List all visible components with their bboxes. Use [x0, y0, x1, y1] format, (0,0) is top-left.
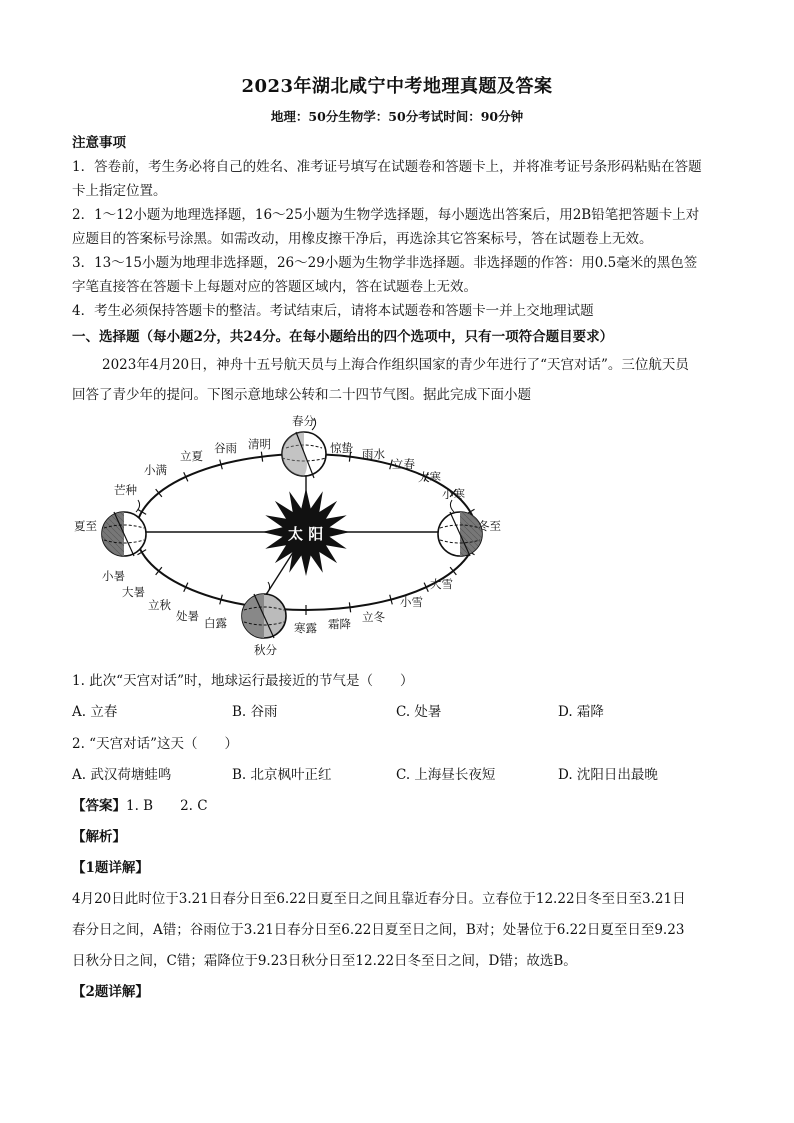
notice-line: 1．答卷前，考生务必将自己的姓名、准考证号填写在试题卷和答题卡上，并将准考证号条形码粘贴在答题 [72, 159, 702, 175]
q2-option-b: B. 北京枫叶正红 [232, 767, 332, 783]
notice-line: 4．考生必须保持答题卡的整洁。考试结束后，请将本试题卷和答题卡一并上交地理试题 [72, 303, 594, 319]
term-label: 冬至 [478, 519, 501, 533]
notice-line: 卡上指定位置。 [72, 183, 167, 199]
exam-info: 地理：50分生物学：50分考试时间：90分钟 [270, 109, 524, 124]
earth-xiazhi [102, 500, 146, 556]
term-label: 夏至 [74, 519, 97, 533]
term-label: 雨水 [362, 447, 385, 461]
q1-option-d: D. 霜降 [558, 704, 604, 720]
term-label: 谷雨 [214, 441, 237, 455]
term-label: 清明 [248, 437, 271, 451]
answer-row [72, 794, 208, 814]
q1-option-a: A. 立春 [72, 704, 118, 720]
term-label: 立冬 [362, 610, 385, 624]
question-2-stem: 2. “天宫对话”这天（ ） [72, 736, 238, 752]
term-label: 立春 [392, 457, 415, 471]
earth-qiufen [242, 582, 286, 638]
term-label: 大雪 [430, 577, 453, 591]
q1-option-b: B. 谷雨 [232, 704, 278, 720]
term-label: 寒露 [294, 621, 317, 635]
term-label: 立夏 [180, 449, 203, 463]
sun [262, 488, 350, 576]
intro-line: 回答了青少年的提问。下图示意地球公转和二十四节气图。据此完成下面小题 [72, 387, 531, 403]
term-label: 立秋 [148, 598, 171, 612]
term-label: 霜降 [328, 617, 351, 631]
term-label: 大暑 [122, 585, 145, 599]
analysis-label: 【解析】 [72, 829, 126, 845]
answer-text: 1. B 2. C [126, 798, 208, 814]
q2-option-d: D. 沈阳日出最晚 [558, 767, 658, 783]
q2-detail-label: 【2题详解】 [72, 984, 149, 1000]
question-1-stem: 1. 此次“天宫对话”时，地球运行最接近的节气是（ ） [72, 673, 414, 689]
notice-heading: 注意事项 [72, 135, 126, 151]
q1-detail-line: 4月20日此时位于3.21日春分日至6.22日夏至日之间且靠近春分日。立春位于12.22日冬至日至3.21日 [72, 891, 686, 907]
answer-label: 【答案】 [72, 798, 126, 814]
notice-line: 2．1～12小题为地理选择题，16～25小题为生物学选择题，每小题选出答案后，用2B铅笔把答题卡上对 [72, 207, 700, 223]
intro-line: 2023年4月20日，神舟十五号航天员与上海合作组织国家的青少年进行了“天宫对话”。三位航天员 [102, 357, 689, 373]
orbit-tick [349, 602, 350, 612]
term-label: 小暑 [102, 569, 125, 583]
term-label: 芒种 [114, 483, 137, 497]
q2-option-c: C. 上海昼长夜短 [396, 767, 496, 783]
section-heading: 一、选择题（每小题2分，共24分。在每小题给出的四个选项中，只有一项符合题目要求） [72, 329, 614, 345]
term-label: 小满 [144, 463, 167, 477]
q1-option-c: C. 处暑 [396, 704, 442, 720]
term-label: 春分 [292, 414, 315, 428]
page-title: 2023年湖北咸宁中考地理真题及答案 [241, 76, 553, 97]
q1-detail-line: 春分日之间，A错；谷雨位于3.21日春分日至6.22日夏至日之间，B对；处暑位于6.22日夏至日至9.23 [72, 922, 685, 938]
orbit-diagram [74, 408, 514, 658]
term-label: 惊蛰 [330, 441, 353, 455]
earth-dongzhi [438, 500, 482, 556]
term-label: 小雪 [400, 595, 423, 609]
q2-option-a: A. 武汉荷塘蛙鸣 [72, 767, 172, 783]
term-label: 秋分 [254, 643, 277, 657]
q1-detail-label: 【1题详解】 [72, 860, 149, 876]
term-label: 白露 [204, 616, 227, 630]
term-label: 大寒 [418, 470, 441, 484]
notice-line: 字笔直接答在答题卡上每题对应的答题区域内，答在试题卷上无效。 [72, 279, 477, 295]
q1-detail-line: 日秋分日之间，C错；霜降位于9.23日秋分日至12.22日冬至日之间，D错；故选B。 [72, 953, 577, 969]
notice-line: 3．13～15小题为地理非选择题，26～29小题为生物学非选择题。非选择题的作答：用0.5毫米的黑色签 [72, 255, 698, 271]
sun-label: 太 阳 [288, 525, 324, 543]
term-label: 处暑 [176, 609, 199, 623]
term-label: 小寒 [442, 487, 465, 501]
orbit-tick [261, 452, 262, 462]
notice-line: 应题目的答案标号涂黑。如需改动，用橡皮擦干净后，再选涂其它答案标号，答在试题卷上无效。 [72, 231, 653, 247]
